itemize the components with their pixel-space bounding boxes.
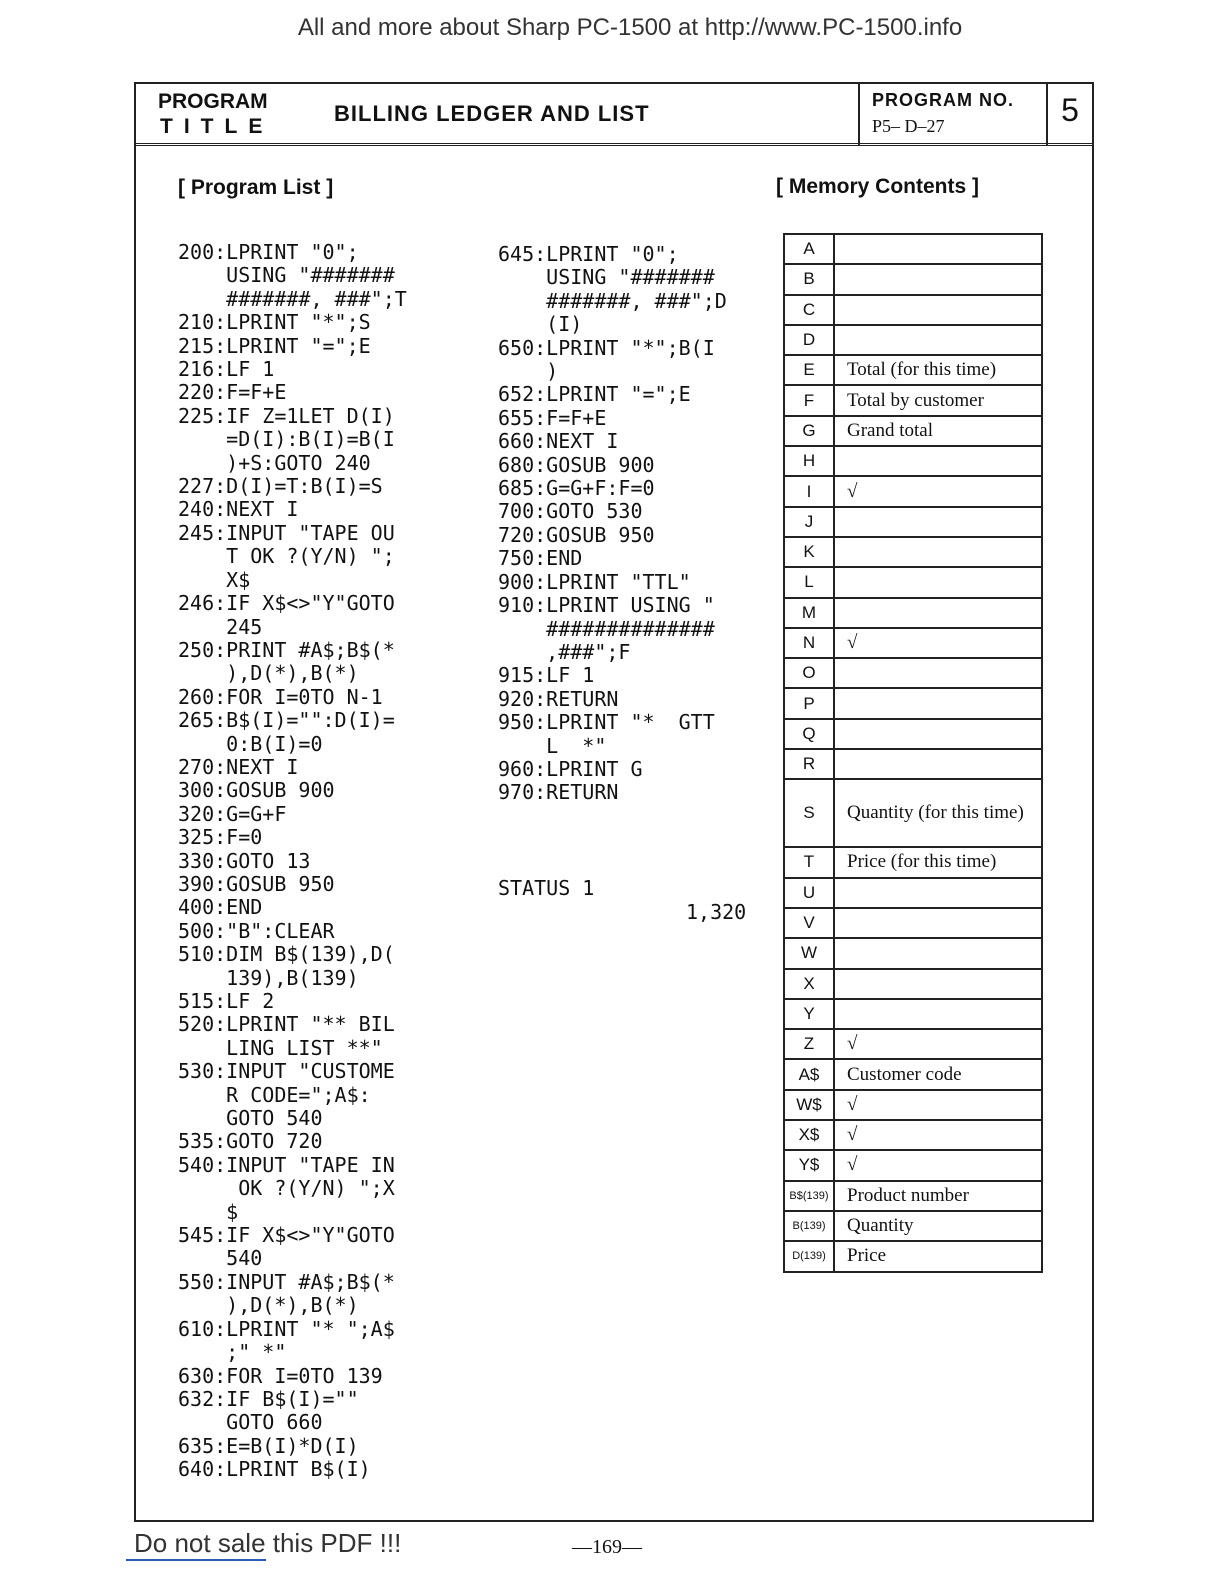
- memory-description: [834, 507, 1042, 537]
- memory-row: [784, 416, 1042, 446]
- memory-row: [784, 1059, 1042, 1089]
- footer-note: Do not sale this PDF !!!: [134, 1528, 402, 1558]
- title-label: TITLE: [160, 115, 274, 138]
- memory-description: Product number: [834, 1181, 1042, 1211]
- memory-description: [834, 234, 1042, 264]
- program-list-column-2: 645:LPRINT "0"; USING "####### #######, ###";D (I) 650:LPRINT "*";B(I ) 652:LPRINT "=";E 655:F=F+E 660:NEXT I 680:GOSUB 900 685:G=G+F:F=0 700:GOTO 530 720:GOSUB 950 750:END 900:LPRINT "TTL" 910:LPRINT USING " ############## ,###";F 915:LF 1 920:RETURN 950:LPRINT "* GTT L *" 960:LPRINT G 970:RETURN: [498, 242, 727, 805]
- memory-row: [784, 507, 1042, 537]
- title-divider: [858, 82, 860, 146]
- memory-description: [834, 446, 1042, 476]
- program-no: P5– D–27: [872, 116, 945, 136]
- memory-register: A: [784, 234, 834, 264]
- memory-description: [834, 264, 1042, 294]
- memory-row: [784, 355, 1042, 385]
- memory-row: [784, 779, 1042, 847]
- memory-description: Total (for this time): [834, 355, 1042, 385]
- memory-description: [834, 658, 1042, 688]
- memory-row: [784, 1150, 1042, 1180]
- memory-description: Quantity (for this time): [834, 779, 1042, 847]
- memory-register: M: [784, 598, 834, 628]
- memory-register: D(139): [784, 1241, 834, 1271]
- memory-description: [834, 908, 1042, 938]
- memory-description: [834, 537, 1042, 567]
- memory-description: [834, 938, 1042, 968]
- memory-description: [834, 598, 1042, 628]
- memory-register: V: [784, 908, 834, 938]
- status-line: STATUS 1: [498, 876, 595, 900]
- memory-description: [834, 325, 1042, 355]
- memory-row: [784, 749, 1042, 779]
- memory-contents-table: [783, 233, 1043, 1273]
- header-note: All and more about Sharp PC-1500 at http://www.PC-1500.info: [297, 14, 963, 41]
- memory-register: Z: [784, 1029, 834, 1059]
- memory-register: F: [784, 385, 834, 415]
- memory-register: W: [784, 938, 834, 968]
- memory-register: B$(139): [784, 1181, 834, 1211]
- memory-row: [784, 567, 1042, 597]
- memory-register: W$: [784, 1090, 834, 1120]
- memory-description: [834, 878, 1042, 908]
- memory-register: C: [784, 295, 834, 325]
- memory-description: [834, 719, 1042, 749]
- memory-register: K: [784, 537, 834, 567]
- memory-description: [834, 688, 1042, 718]
- memory-row: [784, 476, 1042, 506]
- memory-row: [784, 234, 1042, 264]
- memory-row: [784, 847, 1042, 877]
- memory-description: √: [834, 1029, 1042, 1059]
- memory-register: U: [784, 878, 834, 908]
- memory-description: √: [834, 1090, 1042, 1120]
- program-no-label: PROGRAM NO.: [872, 90, 1015, 110]
- memory-register: O: [784, 658, 834, 688]
- page-box: 5: [1061, 92, 1079, 128]
- memory-description: [834, 295, 1042, 325]
- memory-row: [784, 658, 1042, 688]
- memory-row: [784, 719, 1042, 749]
- memory-description: √: [834, 628, 1042, 658]
- memory-register: X$: [784, 1120, 834, 1150]
- memory-row: [784, 264, 1042, 294]
- memory-row: [784, 1241, 1042, 1271]
- memory-row: [784, 908, 1042, 938]
- memory-row: [784, 295, 1042, 325]
- program-list-column-1: 200:LPRINT "0"; USING "####### #######, ###";T 210:LPRINT "*";S 215:LPRINT "=";E 216:LF 1 220:F=F+E 225:IF Z=1LET D(I) =D(I):B(I)=B(I )+S:GOTO 240 227:D(I)=T:B(I)=S 240:NEXT I 245:INPUT "TAPE OU T OK ?(Y/N) "; X$ 246:IF X$<>"Y"GOTO 245 250:PRINT #A$;B$(* ),D(*),B(*) 260:FOR I=0TO N-1 265:B$(I)="":D(I)= 0:B(I)=0 270:NEXT I 300:GOSUB 900 320:G=G+F 325:F=0 330:GOTO 13 390:GOSUB 950 400:END 500:"B":CLEAR 510:DIM B$(139),D( 139),B(139) 515:LF 2 520:LPRINT "** BIL LING LIST **" 530:INPUT "CUSTOME R CODE=";A$: GOTO 540 535:GOTO 720 540:INPUT "TAPE IN OK ?(Y/N) ";X $ 545:IF X$<>"Y"GOTO 540 550:INPUT #A$;B$(* ),D(*),B(*) 610:LPRINT "* ";A$ ;" *" 630:FOR I=0TO 139 632:IF B$(I)="" GOTO 660 635:E=B(I)*D(I) 640:LPRINT B$(I): [178, 240, 407, 1482]
- footer-underline: [126, 1559, 266, 1561]
- memory-register: N: [784, 628, 834, 658]
- memory-row: [784, 938, 1042, 968]
- memory-row: [784, 598, 1042, 628]
- memory-register: B(139): [784, 1211, 834, 1241]
- memory-register: E: [784, 355, 834, 385]
- memory-register: R: [784, 749, 834, 779]
- memory-row: [784, 385, 1042, 415]
- memory-row: [784, 1029, 1042, 1059]
- memory-description: [834, 999, 1042, 1029]
- memory-description: Price: [834, 1241, 1042, 1271]
- memory-description: Quantity: [834, 1211, 1042, 1241]
- memory-description: Customer code: [834, 1059, 1042, 1089]
- program-label: PROGRAM: [158, 90, 268, 113]
- memory-register: Y: [784, 999, 834, 1029]
- memory-register: Q: [784, 719, 834, 749]
- memory-register: D: [784, 325, 834, 355]
- memory-register: Y$: [784, 1150, 834, 1180]
- memory-description: √: [834, 1120, 1042, 1150]
- memory-row: [784, 446, 1042, 476]
- memory-register: I: [784, 476, 834, 506]
- program-title: BILLING LEDGER AND LIST: [334, 101, 650, 126]
- memory-row: [784, 999, 1042, 1029]
- memory-register: B: [784, 264, 834, 294]
- memory-register: S: [784, 779, 834, 847]
- memory-register: L: [784, 567, 834, 597]
- memory-register: A$: [784, 1059, 834, 1089]
- page-number: —169—: [572, 1536, 642, 1558]
- memory-register: J: [784, 507, 834, 537]
- status-value: 1,320: [686, 900, 747, 924]
- memory-row: [784, 628, 1042, 658]
- memory-contents-heading: [ Memory Contents ]: [776, 175, 980, 198]
- memory-description: √: [834, 476, 1042, 506]
- memory-row: [784, 325, 1042, 355]
- memory-row: [784, 688, 1042, 718]
- memory-row: [784, 1181, 1042, 1211]
- memory-register: P: [784, 688, 834, 718]
- memory-description: [834, 567, 1042, 597]
- memory-register: G: [784, 416, 834, 446]
- memory-row: [784, 878, 1042, 908]
- memory-description: Price (for this time): [834, 847, 1042, 877]
- memory-description: [834, 969, 1042, 999]
- memory-row: [784, 969, 1042, 999]
- memory-row: [784, 1211, 1042, 1241]
- memory-description: Grand total: [834, 416, 1042, 446]
- memory-description: √: [834, 1150, 1042, 1180]
- memory-register: X: [784, 969, 834, 999]
- memory-row: [784, 1120, 1042, 1150]
- memory-register: T: [784, 847, 834, 877]
- memory-row: [784, 1090, 1042, 1120]
- memory-description: Total by customer: [834, 385, 1042, 415]
- program-list-heading: [ Program List ]: [178, 176, 334, 199]
- memory-row: [784, 537, 1042, 567]
- memory-register: H: [784, 446, 834, 476]
- memory-description: [834, 749, 1042, 779]
